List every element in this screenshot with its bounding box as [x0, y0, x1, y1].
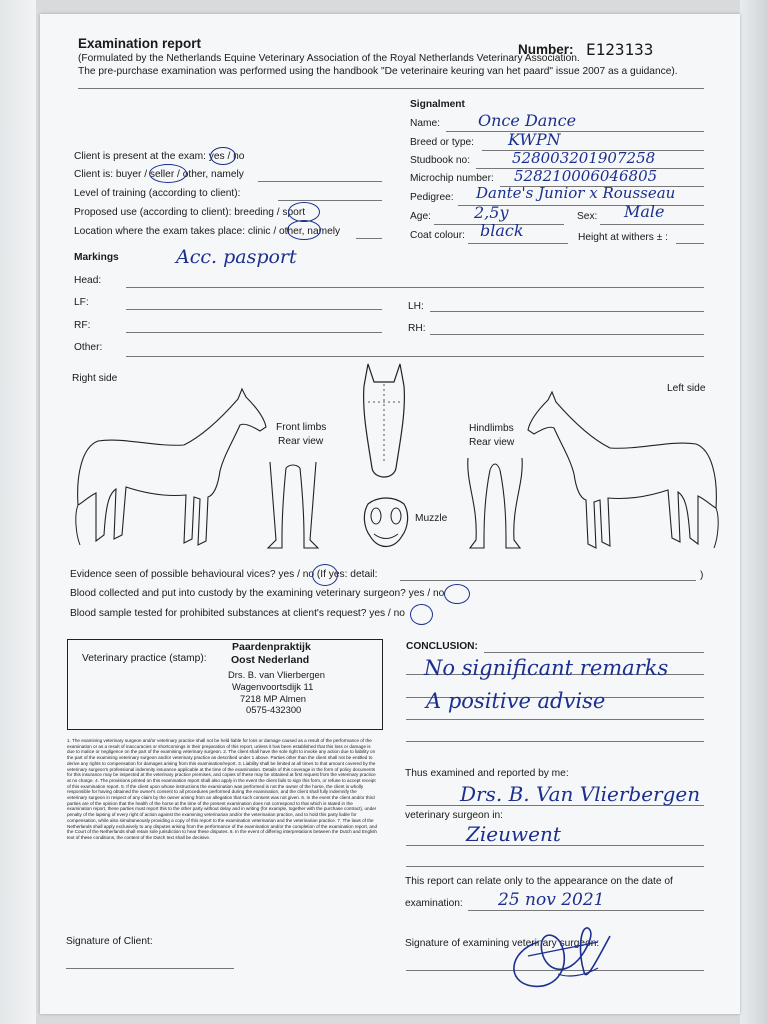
- rh-line: [430, 334, 704, 335]
- microchip-value: 528210006046805: [514, 167, 658, 185]
- front-limbs-view: Rear view: [278, 436, 324, 447]
- microchip-label: Microchip number:: [410, 173, 494, 184]
- muzzle-diagram: [362, 494, 410, 554]
- relates-text-1: This report can relate only to the appearance on the date of: [405, 876, 673, 887]
- sex-line: [600, 224, 704, 225]
- surgeon-in-label: veterinary surgeon in:: [405, 810, 503, 821]
- muzzle-label: Muzzle: [415, 513, 448, 524]
- rf-line: [126, 332, 382, 333]
- head-line: [126, 287, 704, 288]
- client-role: Client is: buyer / seller / other, namely: [74, 169, 244, 180]
- lf-line: [126, 309, 382, 310]
- coat-label: Coat colour:: [410, 230, 465, 241]
- studbook-value: 528003201907258: [512, 149, 656, 167]
- horse-right-side-diagram: [74, 385, 270, 550]
- conclusion-line: [406, 719, 704, 720]
- coat-value: black: [480, 221, 524, 240]
- sex-label: Sex:: [577, 211, 598, 222]
- horse-left-side-diagram: [524, 388, 720, 553]
- circle-mark: [288, 202, 320, 222]
- examined-by-label: Thus examined and reported by me:: [405, 768, 569, 779]
- age-value: 2,5y: [474, 203, 509, 222]
- client-role-line: [258, 181, 382, 182]
- plastic-sleeve-edge: [0, 0, 36, 1024]
- pedigree-value: Dante's Junior x Rousseau: [476, 184, 676, 202]
- stamp-line-6: 0575-432300: [246, 704, 302, 715]
- circle-mark: [149, 164, 187, 183]
- place-line-2: [406, 866, 704, 867]
- markings-heading: Markings: [74, 252, 119, 263]
- vices-close: ): [700, 570, 704, 581]
- plastic-sleeve-edge: [740, 0, 768, 1024]
- age-label: Age:: [410, 211, 431, 222]
- client-signature-label: Signature of Client:: [66, 936, 153, 947]
- studbook-label: Studbook no:: [410, 155, 471, 166]
- name-value: Once Dance: [478, 111, 577, 130]
- sex-value: Male: [624, 202, 665, 221]
- name-line: [446, 131, 704, 132]
- lh-label: LH:: [408, 301, 424, 312]
- circle-mark: [210, 147, 236, 165]
- header-line-1: (Formulated by the Netherlands Equine Veterinary Association of the Royal Netherlands Veterinary Association.: [78, 53, 580, 64]
- conclusion-heading: CONCLUSION:: [406, 641, 478, 652]
- client-present: Client is present at the exam: yes / no: [74, 151, 245, 162]
- stamp-line-3: Drs. B. van Vlierbergen: [228, 669, 325, 680]
- stamp-line-1: Paardenpraktijk: [232, 641, 311, 653]
- circle-mark: [444, 584, 470, 604]
- coat-line: [468, 243, 568, 244]
- handwritten-signature: [498, 912, 618, 996]
- number-label: Number:: [518, 42, 574, 57]
- name-label: Name:: [410, 118, 441, 129]
- circle-mark: [312, 564, 338, 586]
- hind-limbs-label: Hindlimbs: [469, 423, 514, 434]
- lh-line: [430, 311, 704, 312]
- place-value: Zieuwent: [466, 822, 561, 846]
- markings-value: Acc. pasport: [176, 246, 297, 268]
- vices-line: [400, 580, 696, 581]
- surgeon-signature-label: Signature of examining veterinary surgeon:: [405, 938, 600, 949]
- examiner-name: Drs. B. Van Vlierbergen: [460, 782, 701, 806]
- exam-date: 25 nov 2021: [498, 890, 605, 910]
- hind-limbs-diagram: [464, 454, 526, 550]
- horse-head-front-diagram: [358, 362, 410, 484]
- terms-fine-print: 1. The examining veterinary surgeon and/or veterinary practice shall not be held liable for loss or damage caused as a result of the performance of the examination or as a result of inaccuracies or shortcomings in their preparation of this report, unless it has been established that this loss or damage is due to malice or negligence on the part of the examining veterinary surgeon. 2. The client shall have the sole right to invoke any action due to liability on the part of the examining veterinary surgeon and/or veterinary practice as described under 1 above. Parties other than the client shall not be entitled to derive any rights to compensation for damages arising from this examination/report. 3. Liability shall be limited at all times to that amount covered by the veterinary surgeon's professional indemnity insurance applicable at the time of the examination. Details of this coverage in the form of policy documents for this insurance may be inspected at the veterinary practice premises, and copies of these may be obtained at first request from the veterinary practice at no charge. 4. The provisions printed on this examination report shall also apply in the event the client fails to sign this form, or refuse to accept receipt of this examination report. 5. If the client upon whose instructions the examination was performed is not the owner of the horse, the client is wholly responsible for having obtained the owner's consent to all procedures performed during the examination, and the client shall fully indemnify the veterinary surgeon in respect of any claim by the owner arising from an allegation that such consent was not given. 6. In the event the client and/or third parties are of the opinion that the health of the horse at the time of the present examination does not correspond to that which is stated in the examination report, these parties must report this to the other party without delay and in writing (for example, together with the purchase contract), under penalty of the lapsing of every right of action against the examining veterinarian and/or the veterinarian practice, and to hold this party liable for compensation, while also simultaneously providing a copy of this report to the examination veterinarian and the veterinarian practice. 7. The laws of the Netherlands shall apply exclusively to any disputes arising from the performance of the examination and/or the completion of the examination report, and the Court of the Netherlands shall retain sole jurisdiction to hear these disputes. 8. In the event of differing interpretations between the Dutch and English text of these conditions, the content of the Dutch text shall be decisive.: [67, 738, 377, 840]
- header-line-2: The pre-purchase examination was performed using the handbook "De veterinaire keuring van het paard" issue 2007 as a guidance).: [78, 66, 678, 77]
- stamp-line-5: 7218 MP Almen: [240, 693, 307, 704]
- divider: [78, 88, 704, 89]
- lf-label: LF:: [74, 297, 89, 308]
- front-limbs-label: Front limbs: [276, 422, 327, 433]
- report-number: E123133: [586, 40, 654, 59]
- right-side-label: Right side: [72, 373, 118, 384]
- circle-mark: [287, 220, 321, 240]
- front-limbs-diagram: [264, 458, 322, 550]
- height-label: Height at withers ± :: [578, 232, 668, 243]
- conclusion-line: [484, 652, 704, 653]
- rf-label: RF:: [74, 320, 91, 331]
- circle-mark: [410, 604, 433, 625]
- vices-question: Evidence seen of possible behavioural vices? yes / no (If yes: detail:: [70, 569, 378, 580]
- head-label: Head:: [74, 275, 102, 286]
- breed-value: KWPN: [508, 130, 561, 149]
- blood-custody-question: Blood collected and put into custody by the examining veterinary surgeon? yes / no: [70, 588, 445, 599]
- rh-label: RH:: [408, 323, 426, 334]
- conclusion-text-2: A positive advise: [426, 689, 606, 713]
- exam-location: Location where the exam takes place: clinic / other, namely: [74, 226, 341, 237]
- stamp-label: Veterinary practice (stamp):: [82, 653, 207, 664]
- breed-label: Breed or type:: [410, 137, 474, 148]
- client-signature-line: [66, 968, 234, 969]
- height-line: [676, 243, 704, 244]
- conclusion-line: [406, 741, 704, 742]
- date-line: [468, 910, 704, 911]
- stamp-line-4: Wagenvoortsdijk 11: [232, 681, 314, 692]
- training-level: Level of training (according to client):: [74, 188, 241, 199]
- report-title: Examination report: [78, 36, 202, 51]
- left-side-label: Left side: [667, 383, 706, 394]
- training-line: [278, 200, 382, 201]
- other-label: Other:: [74, 342, 103, 353]
- blood-tested-question: Blood sample tested for prohibited substances at client's request? yes / no: [70, 608, 405, 619]
- location-line: [356, 238, 382, 239]
- pedigree-label: Pedigree:: [410, 192, 454, 203]
- conclusion-text-1: No significant remarks: [424, 656, 669, 680]
- signalment-heading: Signalment: [410, 99, 465, 110]
- proposed-use: Proposed use (according to client): breeding / sport: [74, 207, 306, 218]
- other-line: [126, 356, 704, 357]
- stamp-line-2: Oost Nederland: [231, 654, 310, 666]
- hind-limbs-view: Rear view: [469, 437, 515, 448]
- relates-text-2: examination:: [405, 898, 463, 909]
